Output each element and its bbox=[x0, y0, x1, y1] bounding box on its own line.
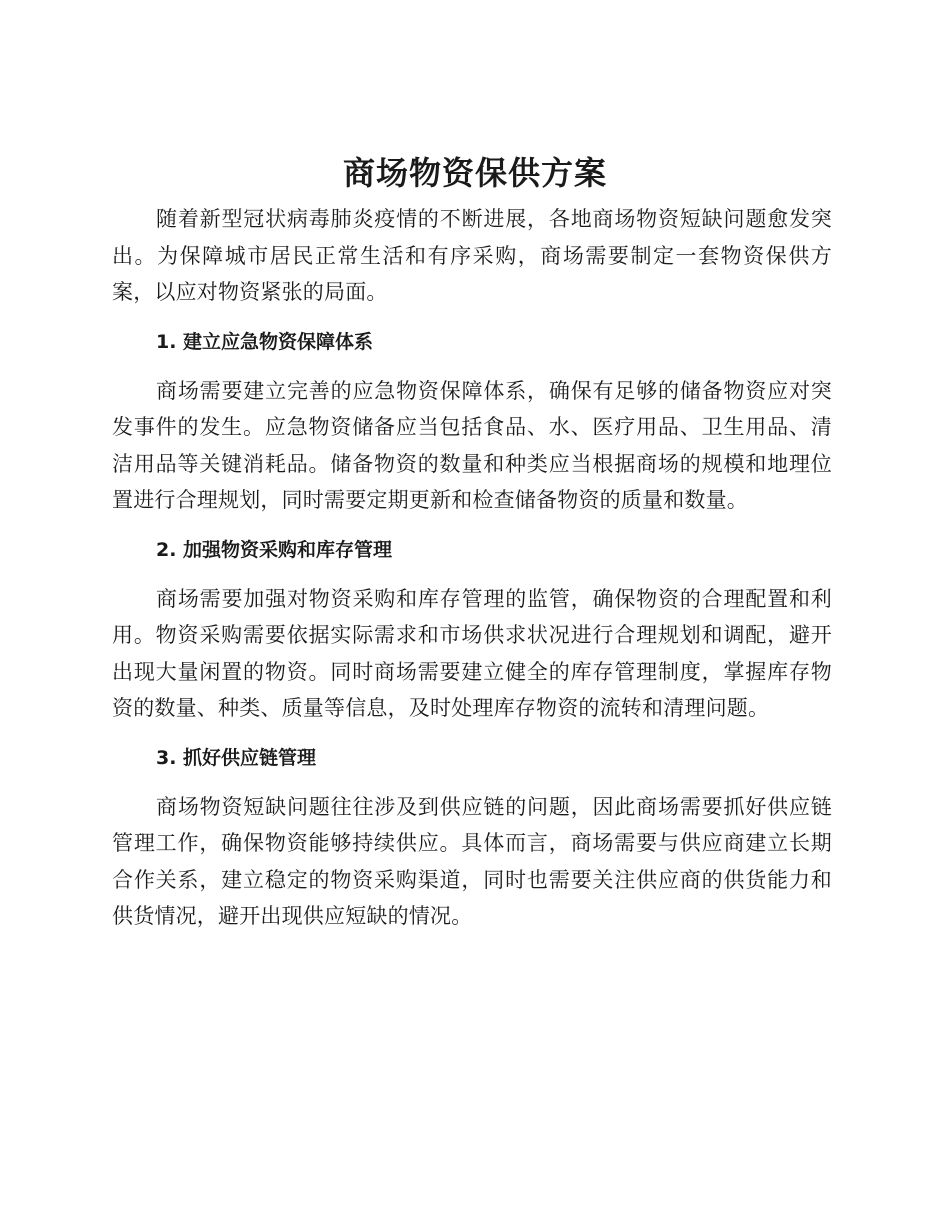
section-paragraph-1: 商场需要建立完善的应急物资保障体系，确保有足够的储备物资应对突发事件的发生。应急物资储备应当包括食品、水、医疗用品、卫生用品、清洁用品等关键消耗品。储备物资的数量和种类应当根据商场的规模和地理位置进行合理规划，同时需要定期更新和检查储备物资的质量和数量。 bbox=[112, 378, 832, 512]
intro-paragraph: 随着新型冠状病毒肺炎疫情的不断进展，各地商场物资短缺问题愈发突出。为保障城市居民正常生活和有序采购，商场需要制定一套物资保供方案，以应对物资紧张的局面。 bbox=[112, 207, 832, 304]
section-paragraph-3: 商场物资短缺问题往往涉及到供应链的问题，因此商场需要抓好供应链管理工作，确保物资能够持续供应。具体而言，商场需要与供应商建立长期合作关系，建立稳定的物资采购渠道，同时也需要关注供应商的供货能力和供货情况，避开出现供应短缺的情况。 bbox=[112, 794, 832, 928]
document-body bbox=[112, 201, 832, 935]
section-heading-1: 1. 建立应急物资保障体系 bbox=[156, 330, 374, 353]
document-title: 商场物资保供方案 bbox=[342, 154, 607, 192]
section-heading-3: 3. 抓好供应链管理 bbox=[156, 746, 317, 769]
section-heading-2: 2. 加强物资采购和库存管理 bbox=[156, 538, 393, 561]
section-paragraph-2: 商场需要加强对物资采购和库存管理的监管，确保物资的合理配置和利用。物资采购需要依据实际需求和市场供求状况进行合理规划和调配，避开出现大量闲置的物资。同时商场需要建立健全的库存管理制度，掌握库存物资的数量、种类、质量等信息，及时处理库存物资的流转和清理问题。 bbox=[112, 586, 832, 720]
